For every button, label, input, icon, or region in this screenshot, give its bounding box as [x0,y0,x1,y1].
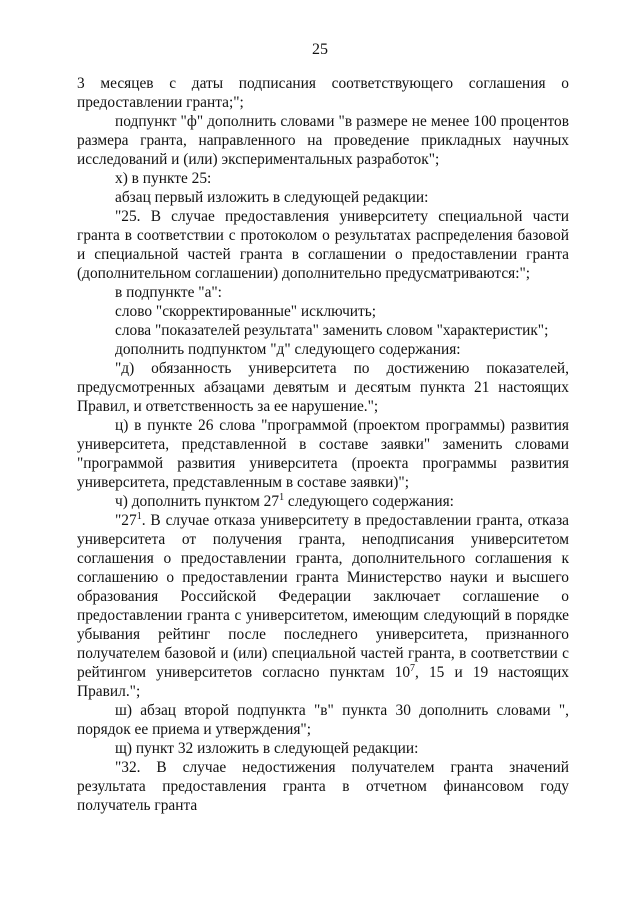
paragraph: ч) дополнить пунктом $27^1$ следующего содержания: [115,492,454,510]
paragraph: дополнить подпунктом "д" следующего содержания: [115,341,461,358]
paragraph: абзац первый изложить в следующей редакции: [115,189,429,206]
paragraph: "$27^1$. В случае отказа университету в предоставлении гранта, отказа университета от получения гранта, неподписания университетом соглашения о предоставлении гранта, дополнительного соглашения к соглашению о предоставлении гранта Министерство науки и высшего образования Российской Федерации заключает соглашение о предоставлении гранта с университетом, имеющим следующий в порядке убывания рейтинг после последнего университета, признанного получателем базовой и (или) специальной частей гранта, в соответствии с рейтингом университетов согласно пунктам $10^7$, 15 и 19 настоящих Правил."; [77,511,569,700]
paragraph: щ) пункт 32 изложить в следующей редакции: [115,740,419,757]
paragraph: "32. В случае недостижения получателем гранта значений результата предоставления гранта в отчетном финансовом году получатель гранта [77,759,569,814]
paragraph: слово "скорректированные" исключить; [115,303,377,320]
paragraph: слова "показателей результата" заменить словом "характеристик"; [115,322,549,339]
paragraph: 3 месяцев с даты подписания соответствующего соглашения о предоставлении гранта;"; [77,75,569,111]
paragraph: подпункт "ф" дополнить словами "в размере не менее 100 процентов размера гранта, направленного на проведение прикладных научных исследований и (или) экспериментальных разработок"; [77,113,569,168]
paragraph: "25. В случае предоставления университету специальной части гранта в соответствии с протоколом о результатах распределения базовой и специальной частей гранта в соглашении о предоставлении гранта (дополнительном соглашении) дополнительно предусматриваются:"; [77,208,569,282]
paragraph: х) в пункте 25: [115,170,212,187]
document-body [77,74,569,815]
paragraph: ц) в пункте 26 слова "программой (проектом программы) развития университета, представленной в составе заявки" заменить словами "программой развития университета (проекта программы развития университета, представленным в составе заявки)"; [77,417,569,491]
paragraph: в подпункте "а": [115,284,222,301]
page-number: 25 [312,41,328,58]
paragraph: "д) обязанность университета по достижению показателей, предусмотренных абзацами девятым и десятым пункта 21 настоящих Правил, и ответственность за ее нарушение."; [77,360,569,415]
paragraph: ш) абзац второй подпункта "в" пункта 30 дополнить словами ", порядок ее приема и утверждения"; [77,702,569,738]
